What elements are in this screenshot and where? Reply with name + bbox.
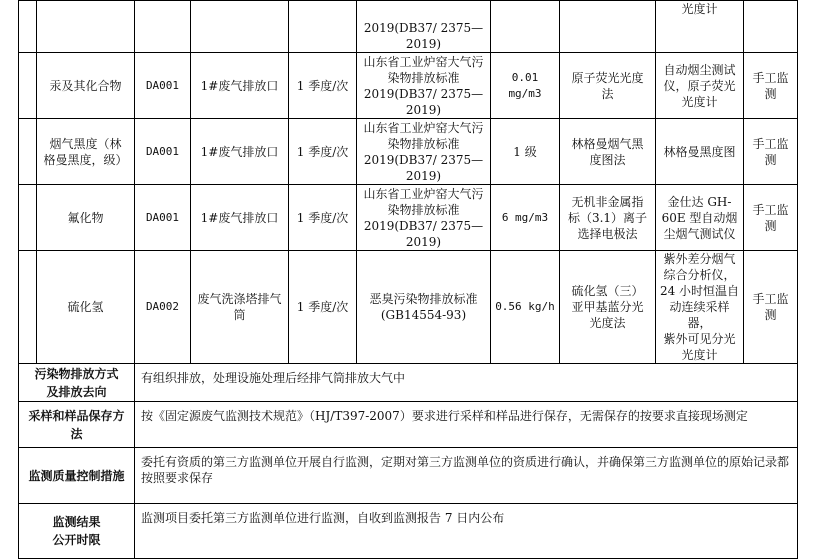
- blank-cell: [560, 1, 656, 53]
- blank-cell: [289, 1, 357, 53]
- table-row: [19, 53, 798, 119]
- table-row: [19, 251, 798, 364]
- pollutant-cell: 烟气黑度（林 格曼黑度，级）: [37, 119, 135, 185]
- outlet-name-cell: 1#废气排放口: [191, 53, 289, 119]
- mode-cell: 手工监 测: [744, 119, 798, 185]
- info-row-disclosure: [19, 504, 798, 559]
- info-row-discharge: [19, 364, 798, 402]
- disclosure-value: 监测项目委托第三方监测单位进行监测，自收到监测报告 7 日内公布: [135, 504, 798, 559]
- table-row: [19, 119, 798, 185]
- standard-text: 2019(DB37/ 2375— 2019): [363, 21, 484, 51]
- instrument-text: 光度计: [681, 2, 718, 16]
- standard-cell: 山东省工业炉窑大气污 染物排放标准 2019(DB37/ 2375— 2019): [357, 119, 491, 185]
- outlet-name-cell: 1#废气排放口: [191, 185, 289, 251]
- limit-cell: 0.56 kg/h: [491, 251, 560, 364]
- standard-cell: 恶臭污染物排放标准 (GB14554-93): [357, 251, 491, 364]
- sampling-label: 采样和样品保存方 法: [19, 402, 135, 448]
- standard-cell: 山东省工业炉窑大气污 染物排放标准 2019(DB37/ 2375— 2019): [357, 53, 491, 119]
- method-cell: 林格曼烟气黑 度图法: [560, 119, 656, 185]
- outlet-id-cell: DA001: [135, 119, 191, 185]
- instrument-cell: [656, 1, 744, 53]
- info-row-quality: [19, 448, 798, 504]
- standard-cell: [357, 1, 491, 53]
- mode-cell: 手工监 测: [744, 251, 798, 364]
- method-cell: 原子荧光光度 法: [560, 53, 656, 119]
- discharge-label: 污染物排放方式 及排放去向: [19, 364, 135, 402]
- blank-cell: [19, 1, 37, 53]
- instrument-cell: 金仕达 GH- 60E 型自动烟 尘烟气测试仪: [656, 185, 744, 251]
- disclosure-label: 监测结果 公开时限: [19, 504, 135, 559]
- discharge-value: 有组织排放，处理设施处理后经排气筒排放大气中: [135, 364, 798, 402]
- sampling-value: 按《固定源废气监测技术规范》（HJ/T397-2007）要求进行采样和样品进行保存，无需保存的按要求直接现场测定: [135, 402, 798, 448]
- outlet-id-cell: DA001: [135, 53, 191, 119]
- table-row: [19, 185, 798, 251]
- blank-cell: [19, 119, 37, 185]
- quality-label: 监测质量控制措施: [19, 448, 135, 504]
- instrument-cell: 紫外差分烟气 综合分析仪， 24 小时恒温自 动连续采样器， 紫外可见分光 光度计: [656, 251, 744, 364]
- outlet-id-cell: DA001: [135, 185, 191, 251]
- outlet-name-cell: 1#废气排放口: [191, 119, 289, 185]
- frequency-cell: 1 季度/次: [289, 251, 357, 364]
- monitoring-table: [18, 0, 798, 559]
- instrument-cell: 自动烟尘测试 仪，原子荧光 光度计: [656, 53, 744, 119]
- mode-cell: 手工监 测: [744, 185, 798, 251]
- blank-cell: [744, 1, 798, 53]
- info-row-sampling: [19, 402, 798, 448]
- instrument-cell: 林格曼黑度图: [656, 119, 744, 185]
- pollutant-cell: 汞及其化合物: [37, 53, 135, 119]
- blank-cell: [135, 1, 191, 53]
- blank-cell: [19, 53, 37, 119]
- quality-value: 委托有资质的第三方监测单位开展自行监测，定期对第三方监测单位的资质进行确认，并确保第三方监测单位的原始记录都按照要求保存: [135, 448, 798, 504]
- mode-cell: 手工监 测: [744, 53, 798, 119]
- pollutant-cell: 硫化氢: [37, 251, 135, 364]
- blank-cell: [19, 251, 37, 364]
- limit-cell: 6 mg/m3: [491, 185, 560, 251]
- limit-cell: 0.01 mg/m3: [491, 53, 560, 119]
- blank-cell: [37, 1, 135, 53]
- frequency-cell: 1 季度/次: [289, 53, 357, 119]
- frequency-cell: 1 季度/次: [289, 185, 357, 251]
- blank-cell: [191, 1, 289, 53]
- pollutant-cell: 氟化物: [37, 185, 135, 251]
- standard-cell: 山东省工业炉窑大气污 染物排放标准 2019(DB37/ 2375— 2019): [357, 185, 491, 251]
- frequency-cell: 1 季度/次: [289, 119, 357, 185]
- blank-cell: [19, 185, 37, 251]
- method-cell: 硫化氢（三） 亚甲基蓝分光 光度法: [560, 251, 656, 364]
- limit-cell: 1 级: [491, 119, 560, 185]
- outlet-id-cell: DA002: [135, 251, 191, 364]
- table-row: [19, 1, 798, 53]
- outlet-name-cell: 废气洗涤塔排气 筒: [191, 251, 289, 364]
- blank-cell: [491, 1, 560, 53]
- method-cell: 无机非金属指 标（3.1）离子 选择电极法: [560, 185, 656, 251]
